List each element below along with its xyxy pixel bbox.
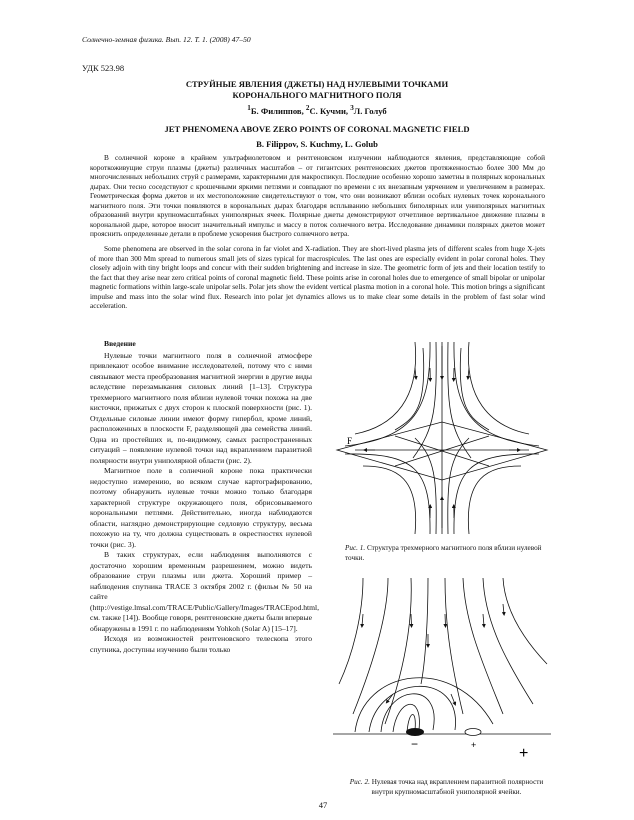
author2-affiliation: 2 [305,104,310,112]
figure-1-null-point [335,338,549,538]
minus-sign: − [411,737,419,751]
intro-paragraph-1: Нулевые точки магнитного поля в солнечной атмосфере привлекают особое внимание исследователей, потому что с ними связывают места преобразования магнитной энергии в другие виды вследствие перезамыкания силовых линий [1–13]. Структура трехмерного магнитного поля вблизи нулевой точки похожа на две кисточки, прижатых с двух сторон к плоской поверхности (рис. 1). Отдельные силовые линии имеют форму гипербол, кроме линий, расположенных в плоскости F, разделяющей два семейства линий. Одна из простейших и, по-видимому, самых распространенных ситуаций – появление нулевой точки над вкраплением паразитной полярности внутри униполярной области (рис. 2). [90,350,312,465]
intro-paragraph-4: Исходя из возможностей рентгеновского телескопа этого спутника, доступны изучению были только [90,634,312,654]
figure-1-caption [345,544,550,563]
introduction-column [90,339,320,655]
author3-affiliation: 3 [350,104,354,112]
author3: Л. Голуб [353,105,387,116]
plus-sign-small: + [471,740,477,750]
author1-affiliation: 1 [247,104,251,112]
journal-header: Солнечно-земная физика. Вып. 12. Т. 1. (2008) 47–50 [82,35,251,44]
figure-2-parasitic-polarity [333,574,551,764]
title-ru-line1: СТРУЙНЫЕ ЯВЛЕНИЯ (ДЖЕТЫ) НАД НУЛЕВЫМИ ТОЧКАМИ [185,79,449,89]
authors-russian [82,104,552,116]
figure-2-label: Рис. 2. [349,778,370,786]
title-russian [82,79,552,101]
title-ru-line2: КОРОНАЛЬНОГО МАГНИТНОГО ПОЛЯ [232,90,402,100]
abstract-english: Some phenomena are observed in the solar corona in far violet and X-radiation. They are short-lived plasma jets of different scales from huge X-jets of more than 300 Mm spread to numerous small jets of sizes typical for macrospicules. The last ones are especially evident in polar coronal holes. They closely adjoin with tiny bright loops and concur with their sudden brightening and increase in size. The geometric form of jets and their location testify to the fact that they arise near zero critical points of coronal magnetic field. These points arise in coronal holes due to emergence of small bipolar or unipolar magnetic formations within large-scale unipolar sells. Polar jets show the evident vertical plasma motion in a coronal hole. This motion brings a significant impulse and mass into the solar wind flux. Research into polar jet dynamics allows us to make clear some details in the problem of fast solar wind acceleration. [90,244,545,310]
intro-paragraph-2: Магнитное поле в солнечной короне пока практически недоступно измерению, во всяком случае картографированию, поэтому обнаружить нулевые точки можно только благодаря характерной структуре окружающего поля, обрисовываемого корональными петлями. Действительно, иногда наблюдаются области, наглядно демонстрирующие седловую структуру, весьма похожую на ту, что должна существовать в окрестностях нулевой точки (рис. 3). [90,466,312,549]
udk-code: УДК 523.98 [82,63,125,73]
intro-paragraph-3: В таких структурах, если наблюдения выполняются с достаточно хорошим временным разрешением, можно видеть образование струи плазмы или джета. Хороший пример – наблюдения спутника TRACE 3 октября 2002 г. (фильм № 50 на сайте (http://vestige.lmsal.com/TRACE/Public/Gallery/Images/TRACEpod.html, см. также [14]). Вообще говоря, рентгеновские джеты были впервые обнаружены в 1991 г. по наблюдениям Yohkoh (Solar A) [15–17]. [90,550,320,633]
figure-1-text: Структура трехмерного магнитного поля вблизи нулевой точки. [345,544,542,562]
figure-1-label: Рис. 1. [345,544,366,552]
page-number: 47 [318,800,328,810]
abstract-russian: В солнечной короне в крайнем ультрафиолетовом и рентгеновском излучении наблюдаются явления, представляющие собой короткоживущие струи плазмы (джеты) различных масштабов – от гигантских рентгеновских джетов протяженностью более 300 Мм до многочисленных небольших струй с размерами, характерными для макроспикул. Последние особенно хорошо заметны в полярных корональных дырах. Они тесно соседствуют с крошечными яркими петлями и совпадают по времени с их внезапным уярчением и увеличением в размерах. Геометрическая форма джетов и их местоположение свидетельствуют о том, что они возникают вблизи особых нулевых точек коронального магнитного поля. Эти точки появляются в корональных дырах благодаря всплыванию небольших биполярных или униполярных магнитных образований внутри крупномасштабных униполярных ячеек. Полярные джеты демонстрируют отчетливое вертикальное движение плазмы в корональной дыре, которое вносит значительный импульс и массу в поток солнечного ветра. Исследование динамики полярных джетов может прояснить определенные детали в проблеме ускорения быстрого солнечного ветра. [90,153,545,238]
plus-sign-big: + [519,745,529,762]
title-english: JET PHENOMENA ABOVE ZERO POINTS OF CORONAL MAGNETIC FIELD [164,124,470,134]
intro-heading: Введение [104,339,136,348]
parasitic-polarity [406,728,424,736]
authors-english: B. Filippov, S. Kuchmy, L. Golub [256,139,378,149]
figure-2-caption [340,778,553,797]
author1: Б. Филиппов, [250,105,306,116]
plane-f-label: F [347,436,353,446]
figure-2-text: Нулевая точка над вкраплением паразитной полярности внутри крупномасштабной униполярной ячейки. [369,778,544,796]
author2: С. Кучми, [309,105,351,116]
